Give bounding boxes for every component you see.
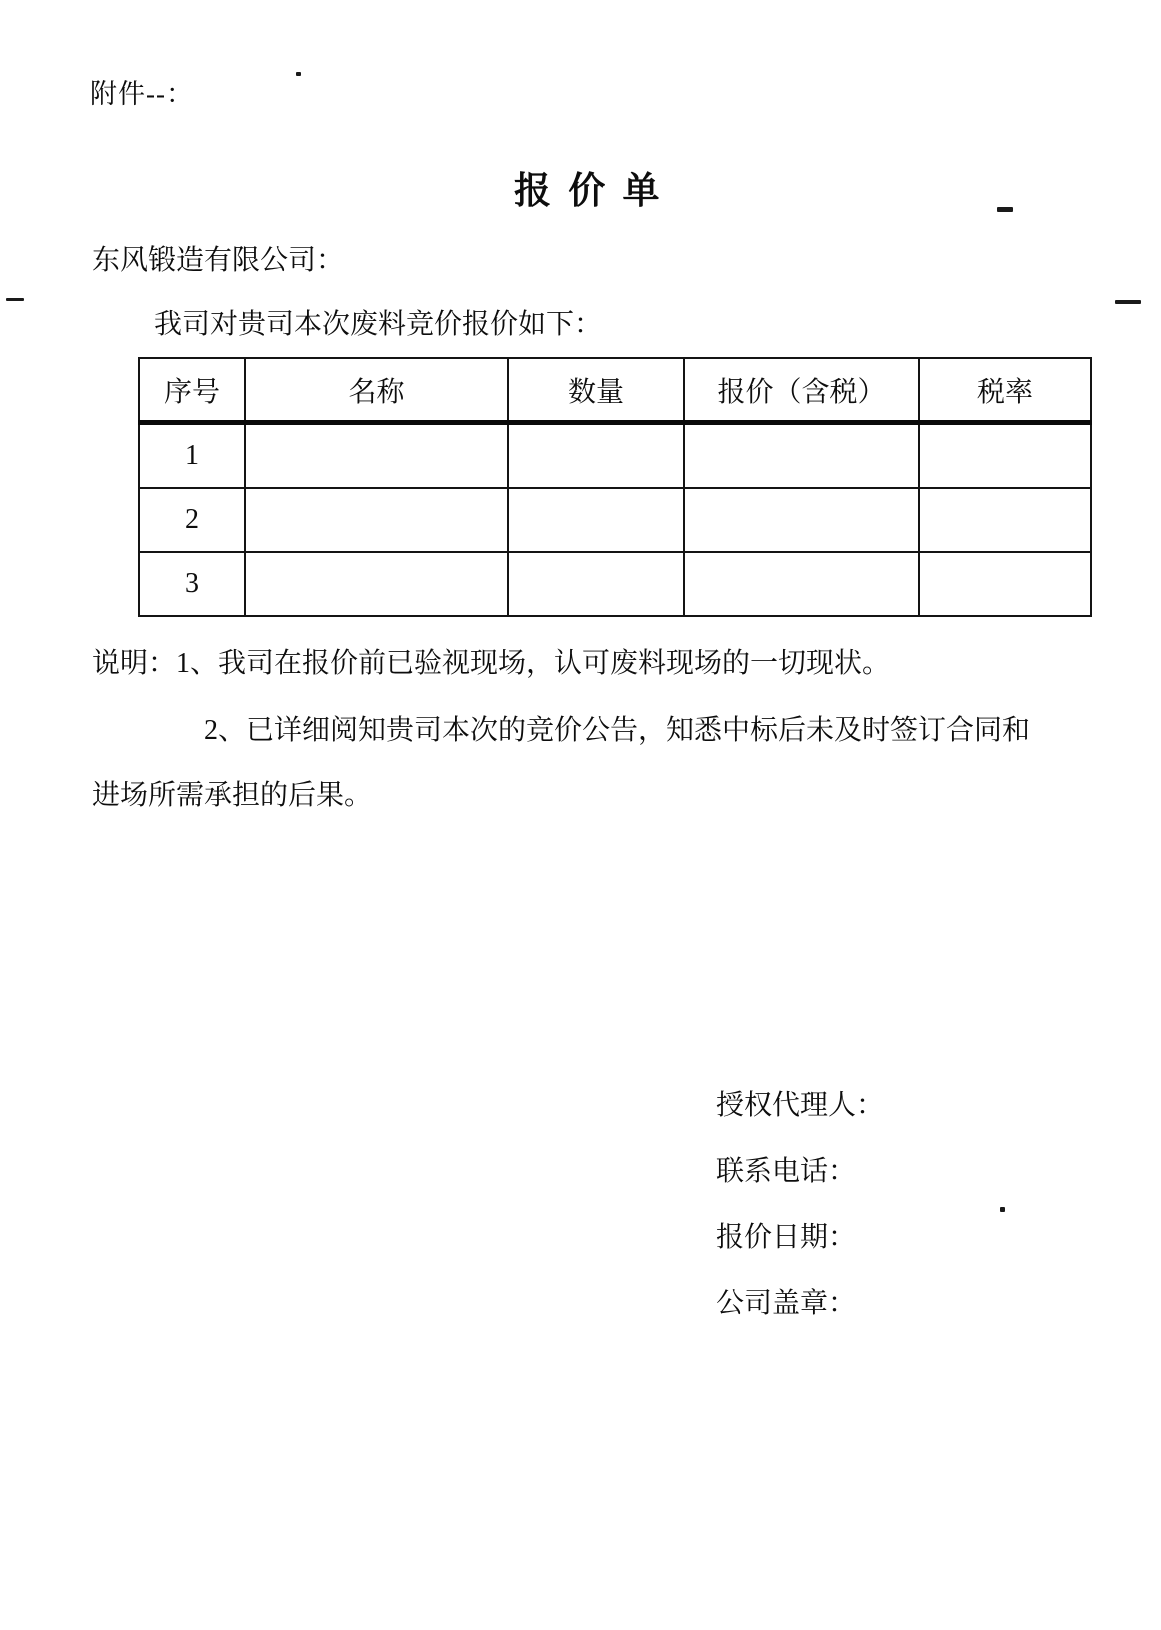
contact-phone-label: 联系电话：: [716, 1156, 857, 1187]
scan-artifact-dash: [1115, 300, 1141, 304]
note-line-3: 进场所需承担的后果。: [92, 780, 373, 811]
table-header-cell-qty: 数量: [508, 358, 684, 423]
name-cell: [245, 552, 508, 616]
table-row: [139, 552, 1091, 616]
company-seal-label: 公司盖章：: [716, 1288, 857, 1319]
table-header-cell-no: 序号: [139, 358, 245, 423]
table-row: [139, 423, 1091, 489]
table-header-row: [139, 358, 1091, 423]
row-number-cell: 2: [139, 488, 245, 552]
name-cell: [245, 488, 508, 552]
table-header-cell-rate: 税率: [919, 358, 1091, 423]
rate-cell: [919, 423, 1091, 489]
table-header-cell-price: 报价（含税）: [684, 358, 919, 423]
page-title: 报 价 单: [514, 171, 664, 212]
price-cell: [684, 552, 919, 616]
price-cell: [684, 423, 919, 489]
scan-artifact-dot: [296, 72, 301, 76]
rate-cell: [919, 488, 1091, 552]
recipient-line: 东风锻造有限公司：: [92, 245, 345, 276]
qty-cell: [508, 423, 684, 489]
scan-artifact-dash: [997, 207, 1013, 212]
note-line-1: 说明：1、我司在报价前已验视现场，认可废料现场的一切现状。: [92, 648, 891, 679]
table-row: [139, 488, 1091, 552]
signature-block: [716, 1091, 884, 1319]
rate-cell: [919, 552, 1091, 616]
scan-artifact-dot: [1000, 1207, 1005, 1212]
price-cell: [684, 488, 919, 552]
table-header-cell-name: 名称: [245, 358, 508, 423]
quote-date-label: 报价日期：: [716, 1222, 857, 1253]
row-number-cell: 3: [139, 552, 245, 616]
name-cell: [245, 423, 508, 489]
attachment-label: 附件--：: [90, 79, 194, 109]
scan-artifact-dash: [6, 298, 24, 301]
note-line-2: 2、已详细阅知贵司本次的竞价公告，知悉中标后未及时签订合同和: [204, 715, 1031, 746]
quotation-table: [138, 357, 1092, 617]
row-number-cell: 1: [139, 423, 245, 489]
qty-cell: [508, 552, 684, 616]
qty-cell: [508, 488, 684, 552]
intro-line: 我司对贵司本次废料竞价报价如下：: [154, 309, 603, 340]
authorized-agent-label: 授权代理人：: [716, 1090, 885, 1121]
